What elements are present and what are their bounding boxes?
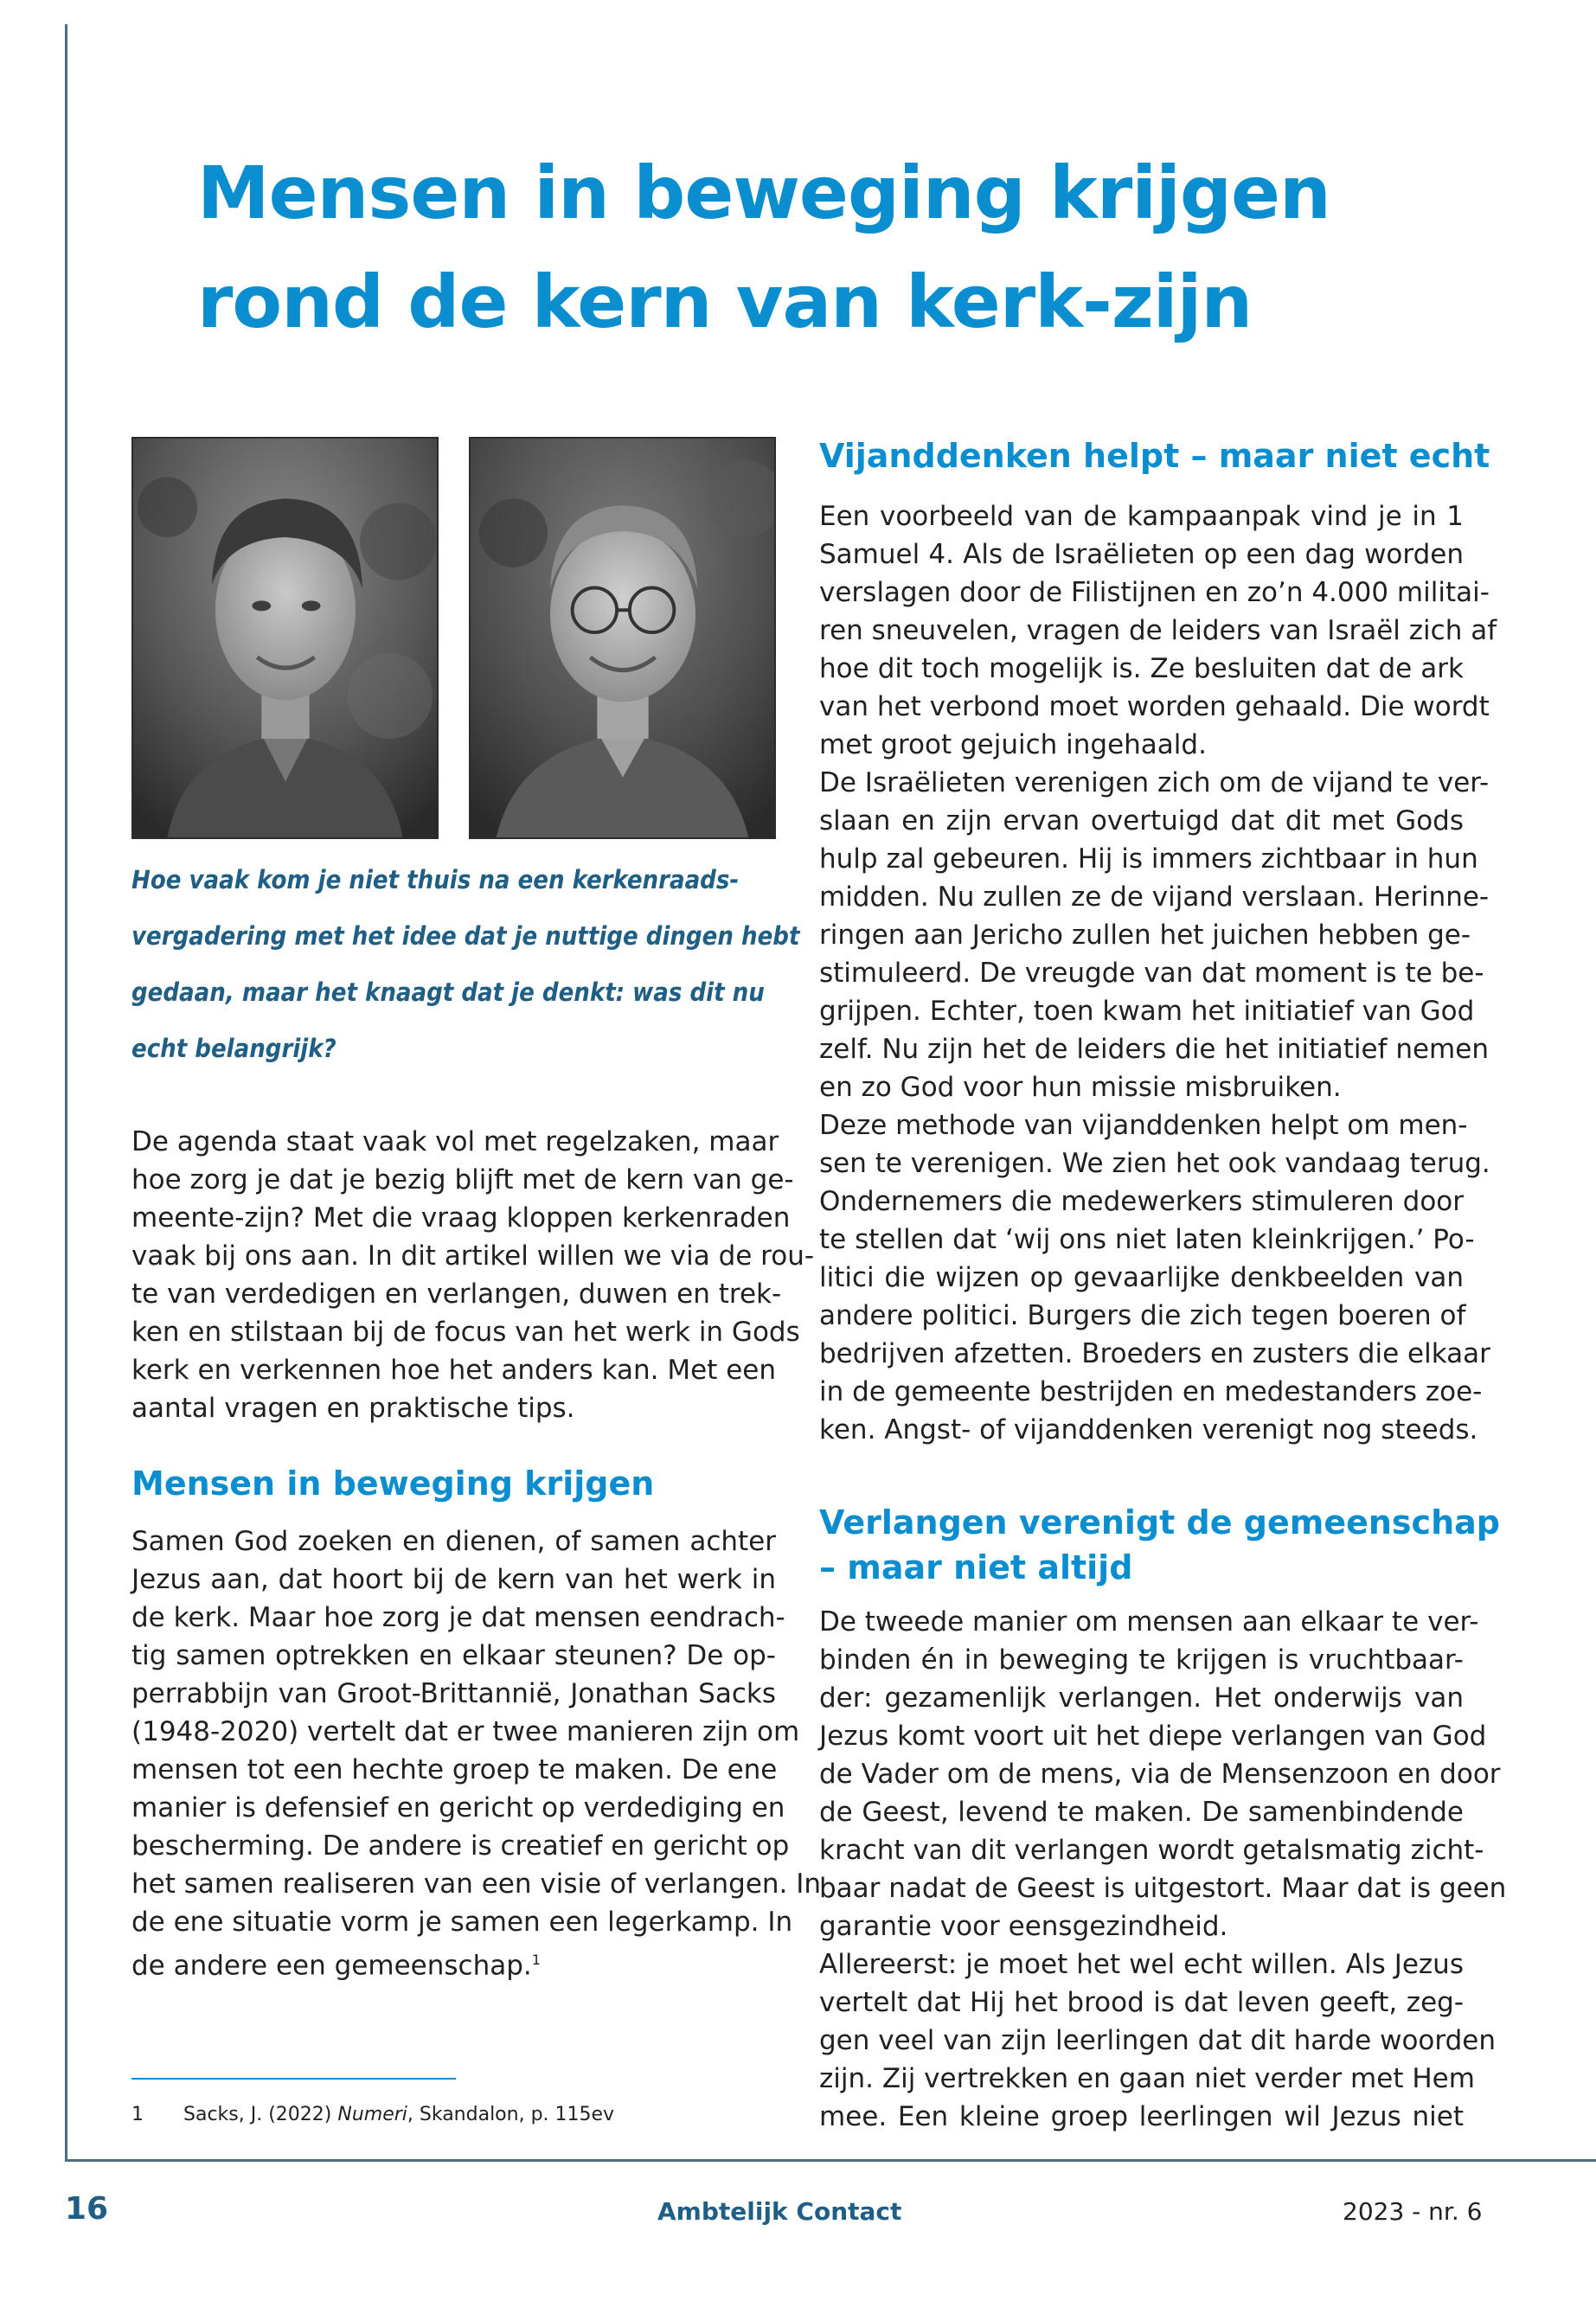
text-line: De Israëlieten verenigen zich om de vijand te ver- (819, 767, 1490, 798)
frame-vertical-rule (65, 24, 67, 2161)
text-line: vaak bij ons aan. In dit artikel willen we via de rou- (131, 1240, 815, 1272)
text-line: ken. Angst- of vijanddenken verenigt nog steeds. (819, 1414, 1478, 1445)
text-line: zelf. Nu zijn het de leiders die het initiatief nemen (819, 1034, 1489, 1065)
text-line: manier is defensief en gericht op verdediging en (131, 1792, 785, 1823)
text-line: Allereerst: je moet het wel echt willen. Als Jezus (819, 1949, 1464, 1980)
text-line: tig samen optrekken en elkaar steunen? De op- (131, 1640, 776, 1671)
text-line: sen te verenigen. We zien het ook vandaag terug. (819, 1148, 1490, 1179)
intro-line: gedaan, maar het knaagt dat je denkt: was dit nu (131, 977, 765, 1007)
text-line: aantal vragen en praktische tips. (131, 1393, 575, 1424)
text-line: met groot gejuich ingehaald. (819, 729, 1207, 760)
text-line: slaan en zijn ervan overtuigd dat dit met Gods (819, 805, 1464, 836)
right-paragraphs-1-3 (819, 497, 1497, 1449)
heading-vijanddenken (819, 433, 1490, 478)
text-line: gen veel van zijn leerlingen dat dit harde woorden (819, 2025, 1496, 2056)
text-line: het samen realiseren van een visie of verlangen. In (131, 1868, 822, 1900)
text-line: te stellen dat ‘wij ons niet laten kleinkrijgen.’ Po- (819, 1224, 1475, 1255)
text-line: hulp zal gebeuren. Hij is immers zichtbaar in hun (819, 843, 1478, 875)
title-line-1: Mensen in beweging krijgen (197, 151, 1330, 235)
left-paragraph-1 (131, 1123, 815, 1427)
intro-line: Hoe vaak kom je niet thuis na een kerkenraads- (131, 865, 740, 894)
text-line: de Geest, levend te maken. De samenbindende (819, 1797, 1464, 1828)
heading-text: Verlangen verenigt de gemeenschap (819, 1503, 1500, 1541)
text-line: Samen God zoeken en dienen, of samen achter (131, 1526, 776, 1557)
text-line: van het verbond moet worden gehaald. Die wordt (819, 691, 1490, 722)
footnote (131, 2104, 614, 2125)
left-paragraph-2 (131, 1522, 822, 1984)
issue-number: 2023 - nr. 6 (1343, 2197, 1483, 2226)
text-line: stimuleerd. De vreugde van dat moment is te be- (819, 958, 1484, 989)
text-line: ken en stilstaan bij de focus van het werk in Gods (131, 1317, 800, 1348)
text-line: De agenda staat vaak vol met regelzaken, maar (131, 1126, 779, 1157)
heading-text: Vijanddenken helpt – maar niet echt (819, 437, 1490, 475)
text-line: grijpen. Echter, toen kwam het initiatief van God (819, 996, 1475, 1027)
text-line: ringen aan Jericho zullen het juichen hebben ge- (819, 920, 1471, 951)
heading-verlangen (819, 1500, 1500, 1590)
footnote-italic-title: Numeri (337, 2104, 407, 2125)
text-line: Ondernemers die medewerkers stimuleren door (819, 1186, 1464, 1217)
text-line: hoe zorg je dat je bezig blijft met de kern van ge- (131, 1164, 794, 1195)
text-line-content: de andere een gemeenschap. (131, 1950, 532, 1982)
text-line: meente-zijn? Met die vraag kloppen kerkenraden (131, 1202, 791, 1234)
text-line: Jezus komt voort uit het diepe verlangen van God (819, 1721, 1487, 1752)
text-line: kerk en verkennen hoe het anders kan. Met een (131, 1355, 776, 1386)
right-paragraphs-4-5 (819, 1603, 1507, 2136)
text-line: binden én in beweging te krijgen is vruchtbaar- (819, 1644, 1464, 1676)
magazine-name: Ambtelijk Contact (657, 2197, 902, 2226)
intro-line: vergadering met het idee dat je nuttige dingen hebt (131, 921, 800, 951)
text-line: bedrijven afzetten. Broeders en zusters die elkaar (819, 1338, 1490, 1369)
intro-line: echt belangrijk? (131, 1034, 337, 1063)
page-number: 16 (65, 2191, 109, 2227)
text-line: garantie voor eensgezindheid. (819, 1911, 1228, 1942)
footnote-number: 1 (131, 2104, 144, 2125)
text-line: bescherming. De andere is creatief en gericht op (131, 1830, 790, 1862)
heading-text: – maar niet altijd (819, 1548, 1133, 1586)
text-line: midden. Nu zullen ze de vijand verslaan. Herinne- (819, 881, 1490, 913)
text-line: vertelt dat Hij het brood is dat leven geeft, zeg- (819, 1987, 1464, 2018)
text-line: de ene situatie vorm je samen een legerkamp. In (131, 1907, 793, 1938)
text-line: perrabbijn van Groot-Brittannië, Jonathan Sacks (131, 1678, 776, 1709)
text-line (131, 1941, 776, 1984)
text-line: Deze methode van vijanddenken helpt om men- (819, 1110, 1468, 1141)
text-line: De tweede manier om mensen aan elkaar te ver- (819, 1606, 1479, 1638)
text-line: Een voorbeeld van de kampaanpak vind je in 1 (819, 501, 1464, 532)
text-line: en zo God voor hun missie misbruiken. (819, 1072, 1342, 1103)
text-line: litici die wijzen op gevaarlijke denkbeelden van (819, 1262, 1464, 1293)
text-line: te van verdedigen en verlangen, duwen en trek- (131, 1279, 782, 1310)
text-line: mensen tot een hechte groep te maken. De ene (131, 1754, 778, 1785)
text-line: andere politici. Burgers die zich tegen boeren of (819, 1300, 1466, 1331)
heading-text: Mensen in beweging krijgen (131, 1465, 655, 1503)
footnote-suffix: , Skandalon, p. 115ev (407, 2104, 615, 2125)
text-line: kracht van dit verlangen wordt getalsmatig zicht- (819, 1835, 1484, 1866)
title-line-2: rond de kern van kerk-zijn (197, 260, 1253, 344)
text-line: in de gemeente bestrijden en medestanders zoe- (819, 1376, 1483, 1407)
text-line: hoe dit toch mogelijk is. Ze besluiten dat de ark (819, 653, 1464, 684)
text-line: baar nadat de Geest is uitgestort. Maar dat is geen (819, 1873, 1507, 1904)
text-line: de Vader om de mens, via de Mensenzoon en door (819, 1759, 1501, 1790)
footnote-prefix: Sacks, J. (2022) (183, 2104, 338, 2125)
portrait-photo-right (469, 437, 776, 839)
text-line: de kerk. Maar hoe zorg je dat mensen eendrach- (131, 1602, 785, 1633)
intro-question (131, 852, 800, 1077)
footnote-reference[interactable]: 1 (531, 1952, 541, 1968)
heading-mensen-in-beweging (131, 1461, 776, 1506)
text-line: mee. Een kleine groep leerlingen wil Jezus niet (819, 2101, 1464, 2132)
text-line: Samuel 4. Als de Israëlieten op een dag worden (819, 539, 1464, 570)
text-line: ren sneuvelen, vragen de leiders van Israël zich af (819, 615, 1497, 646)
text-line: Jezus aan, dat hoort bij de kern van het werk in (131, 1564, 776, 1595)
text-line: (1948-2020) vertelt dat er twee manieren zijn om (131, 1716, 800, 1747)
text-line: zijn. Zij vertrekken en gaan niet verder met Hem (819, 2063, 1475, 2094)
text-line: der: gezamenlijk verlangen. Het onderwijs van (819, 1682, 1464, 1714)
frame-horizontal-rule (65, 2159, 1596, 2162)
portrait-photo-left (131, 437, 439, 839)
footnote-divider (131, 2078, 456, 2080)
text-line: verslagen door de Filistijnen en zo’n 4.000 militai- (819, 577, 1490, 608)
article-title (197, 138, 1547, 356)
